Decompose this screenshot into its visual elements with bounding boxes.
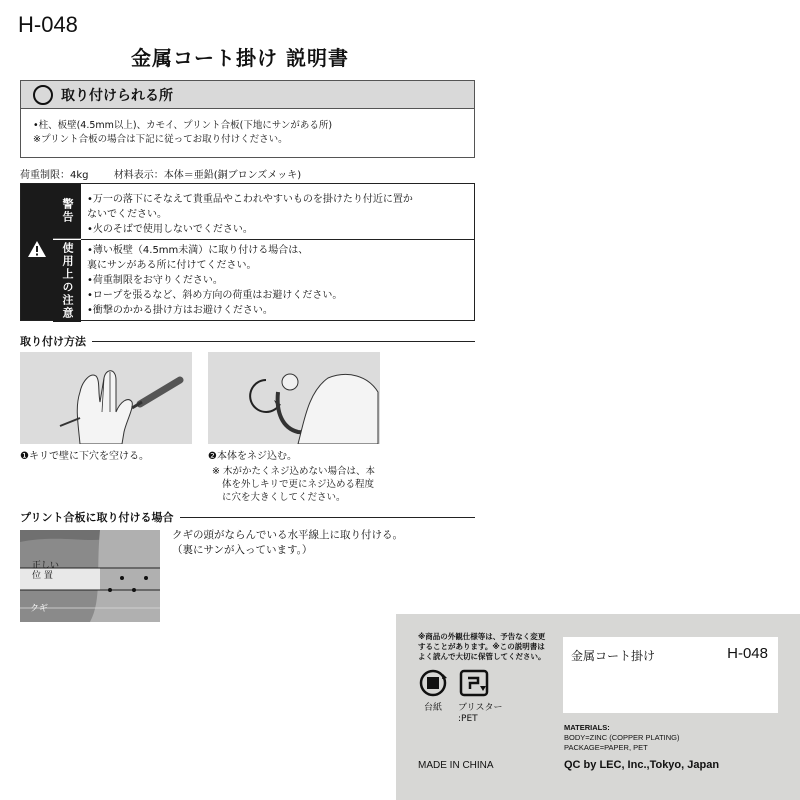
materials-package: PACKAGE=PAPER, PET [564, 743, 648, 752]
plastic-label [458, 703, 502, 725]
warning-line: •火のそばで使用しないでください。 [87, 224, 253, 235]
notice-line: よく読んで大切に保管してください。 [418, 652, 546, 661]
plywood-text [172, 528, 403, 558]
warning-box [20, 183, 475, 321]
caution-line: •薄い板壁（4.5mm未満）に取り付ける場合は、 [87, 245, 309, 256]
install-places-box [20, 80, 475, 158]
company: QC by LEC, Inc.,Tokyo, Japan [564, 759, 720, 771]
step1-caption: ❶キリで壁に下穴を空ける。 [20, 451, 149, 462]
hand-drill-illustration [20, 352, 192, 444]
plastic-recycle-icon [458, 668, 490, 698]
plywood-heading [20, 509, 475, 525]
warning-sidebar [21, 184, 53, 320]
label-product-code: H-048 [727, 645, 768, 662]
caution-line: •荷重制限をお守りください。 [87, 275, 223, 286]
specs-line [20, 166, 323, 181]
install-method-heading [20, 333, 475, 349]
install-places-body [21, 109, 474, 147]
materials-body: BODY=ZINC (COPPER PLATING) [564, 733, 680, 742]
paper-label: 台紙 [424, 703, 443, 713]
warning-label: 警告 [53, 184, 81, 239]
step2-illustration [208, 352, 380, 444]
warning-divider [81, 239, 474, 240]
install-places-header [21, 81, 474, 109]
install-places-line: ※プリント合板の場合は下記に従ってお取り付けください。 [33, 134, 288, 145]
plywood-title: プリント合板に取り付ける場合 [20, 511, 174, 524]
plywood-line: （裏にサンが入っています。） [172, 544, 313, 556]
circle-ok-icon [33, 85, 53, 105]
caution-line: •衝撃のかかる掛け方はお避けください。 [87, 305, 273, 316]
hook-screw-illustration [208, 352, 380, 444]
materials-block [564, 723, 680, 753]
step1-illustration [20, 352, 192, 444]
heading-rule [92, 341, 475, 342]
page-title: 金属コート掛け 説明書 [131, 46, 349, 70]
warning-line: ないでください。 [87, 209, 167, 220]
product-label-box [563, 637, 778, 713]
notice-line: することがあります。※この説明書は [418, 642, 545, 651]
product-name: 金属コート掛け [571, 649, 656, 663]
materials-title: MATERIALS: [564, 723, 610, 732]
step2-note-line: に穴を大きくしてください。 [222, 492, 346, 503]
caution-label: 使用上の注意 [53, 240, 81, 322]
product-code: H-048 [18, 12, 78, 37]
plastic-label-line: :PET [458, 714, 478, 724]
caution-line: •ロープを張るなど、斜め方向の荷重はお避けください。 [87, 290, 343, 301]
step2-note-line: 体を外しキリで更にネジ込める程度 [222, 479, 375, 490]
install-method-title: 取り付け方法 [20, 335, 86, 348]
correct-position-label: 正しい 位 置 [32, 561, 60, 581]
caution-text [87, 243, 468, 318]
origin: MADE IN CHINA [418, 760, 494, 771]
warning-text [87, 192, 468, 237]
nail-label: クギ [30, 604, 49, 614]
notice-line: ※商品の外観仕様等は、予告なく変更 [418, 632, 546, 641]
load-limit: 荷重制限：4kg [20, 170, 89, 181]
install-places-line: •柱、板壁(4.5mm以上)、カモイ、プリント合板(下地にサンがある所) [33, 120, 333, 131]
caution-line: 裏にサンがある所に付けてください。 [87, 260, 257, 271]
plywood-line: クギの頭がならんでいる水平線上に取り付ける。 [172, 529, 403, 541]
paper-recycle-icon [418, 668, 448, 698]
plywood-illustration [20, 530, 160, 622]
step2-note-line: ※ 木がかたくネジ込めない場合は、本 [212, 466, 375, 477]
heading-rule [180, 517, 475, 518]
plastic-label-line: ブリスター [458, 703, 503, 713]
step2-caption: ❷本体をネジ込む。 [208, 451, 297, 462]
material: 材料表示：本体＝亜鉛(銅ブロンズメッキ) [113, 170, 302, 181]
notice-text [418, 632, 546, 662]
warning-line: •万一の落下にそなえて貴重品やこわれやすいものを掛けたり付近に置か [87, 194, 413, 205]
install-places-title: 取り付けられる所 [61, 87, 173, 104]
warning-triangle-icon [27, 240, 47, 258]
step2-notes [212, 465, 375, 504]
